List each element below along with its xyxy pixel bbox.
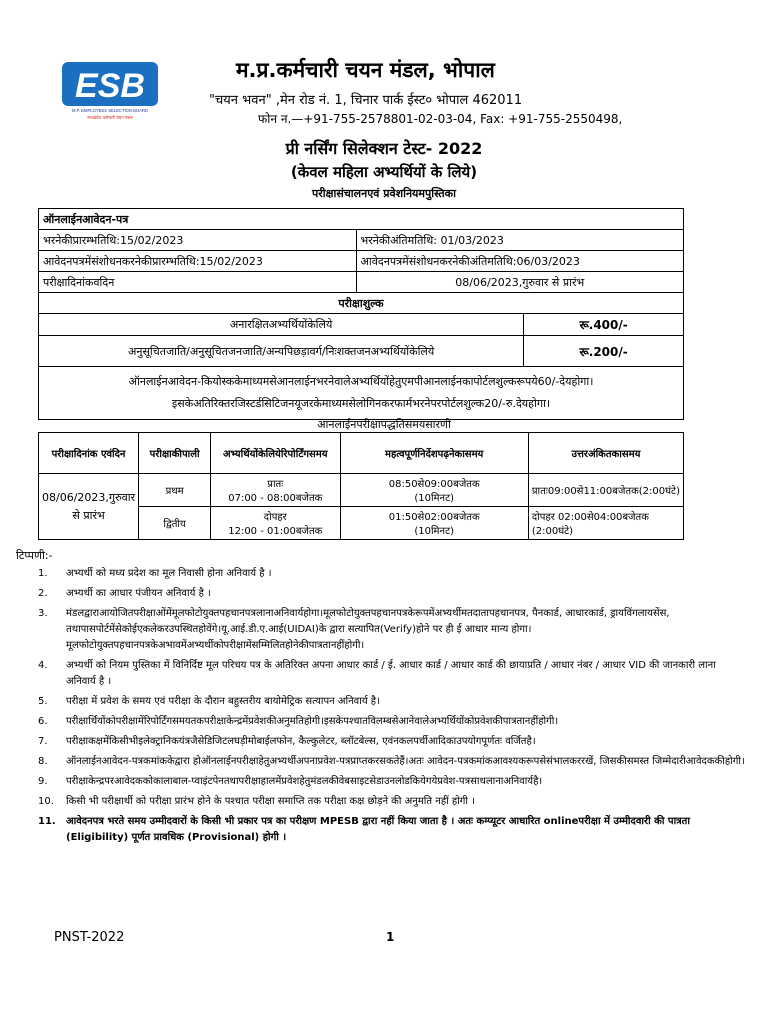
list-item [38, 754, 746, 770]
schedule-date: 08/06/2023,गुरुवार से प्रारंभ [39, 474, 139, 540]
note-number: 8. [38, 756, 48, 767]
reading-time [340, 474, 528, 507]
note-number: 9. [38, 776, 48, 787]
answer-time [528, 474, 683, 507]
notes-list [38, 566, 746, 850]
list-item [38, 694, 746, 710]
table-row [39, 336, 684, 367]
table-row [39, 293, 684, 314]
table-row [39, 474, 684, 507]
kiosk-portal-fee-note: ऑनलाईनआवेदन-कियोस्ककेमाध्यमसेआनलाईनभरनेवालेअभ्यर्थियोंहेतुएमपीआनलाईनकापोर्टलशुल्करूपये60/-देयहोगा।इसकेअतिरिक्तरजिस्टर्डसिटिजनयूजरकेमाध्यमसेलोगिनकरफार्मभरनेपरपोर्टलशुल्क20/-रु.देयहोगा। [39, 367, 684, 420]
list-item [38, 606, 746, 654]
shift-name: द्वितीय [139, 507, 211, 540]
list-item [38, 734, 746, 750]
note-text: आवेदनपत्र भरते समय उम्मीदवारों के किसी भी प्रकार पत्र का परीक्षण MPESB द्वारा नहीं किया जाता है । अतः कम्प्यूटर आधारित onlineपरीक्षा में उम्मीदवारी की पात्रता (Eligibility) पूर्णत प्रावधिक (Provisional) होगी । [66, 816, 690, 843]
reading-time-range: 08:50से09:00बजेतक [388, 479, 480, 490]
note-text: परीक्षाकक्षमेंकिसीभीइलेक्ट्रानिकयंत्रजैसेडिजिटलघड़ीमोबाईलफोन, कैल्कुलेटर, ब्लॉटबेल्स, एवंनकलपर्चीआदिकाउपयोगपूर्णतः वर्जितहै। [66, 736, 536, 747]
reporting-time [211, 507, 340, 540]
table-row [39, 230, 684, 251]
note-number: 5. [38, 696, 48, 707]
organization-phone: फोन न.—+91-755-2578801-02-03-04, Fax: +91-755-2550498, [258, 112, 623, 126]
note-number: 3. [38, 608, 48, 619]
notes-heading: टिप्पणी:- [16, 549, 53, 562]
reporting-time-period: प्रातः [267, 479, 284, 490]
table-row [39, 251, 684, 272]
shift-name: प्रथम [139, 474, 211, 507]
note-number: 7. [38, 736, 48, 747]
note-text: अभ्यर्थी को नियम पुस्तिका में विनिर्दिष्ट मूल परिचय पत्र के अतिरिक्त अपना आधार कार्ड / ई. आधार कार्ड / आधार कार्ड की छायाप्रति / आधार नंबर / आधार VID की जानकारी लाना अनिवार्य है । [66, 660, 716, 687]
fill-start-date: भरनेकीप्रारम्भतिथि:15/02/2023 [39, 230, 357, 251]
exam-date-label: परीक्षादिनांकवदिन [39, 272, 357, 293]
note-number: 4. [38, 660, 48, 671]
answer-time-range: दोपहर 02:00से04:00बजेतक [531, 512, 649, 523]
list-item [38, 566, 746, 582]
list-item [38, 658, 746, 690]
table-row [39, 209, 684, 230]
fee-reserved-value: रू.200/- [524, 336, 684, 367]
esb-logo-graphic [62, 60, 158, 124]
schedule-table [38, 432, 684, 540]
women-only-subtitle: (केवल महिला अभ्यर्थियों के लिये) [290, 163, 478, 181]
reporting-time [211, 474, 340, 507]
note-text: अभ्यर्थी का आधार पंजीयन अनिवार्य है । [66, 588, 211, 599]
reading-time-duration: (10मिनट) [414, 493, 455, 504]
note-text: ऑनलाईनआवेदन-पत्रकमांककेद्वारा होऑनलाईनपरीक्षाहेतुअभ्यर्थीअपनाप्रवेश-पत्रप्राप्तकरसकतेहैं।अतः आवेदन-पत्रकमांकआवश्यकरूपसेसंभालकररखें, जिसकीसमस्त जिम्मेदारीआवेदककीहोगी। [66, 756, 745, 767]
logo-subtitle-hi: मध्यप्रदेश कर्मचारी चयन मंडल [87, 115, 133, 120]
col-header-date: परीक्षादिनांक एवंदिन [39, 433, 139, 474]
note-number: 10. [38, 796, 54, 807]
logo-subtitle-en: M.P. EMPLOYEES SELECTION BOARD [71, 108, 149, 113]
list-item [38, 794, 746, 810]
reading-time-duration: (10मिनट) [414, 526, 455, 537]
answer-time [528, 507, 683, 540]
col-header-answer: उत्तरअंकितकासमय [528, 433, 683, 474]
list-item [38, 586, 746, 602]
table-header-row [39, 433, 684, 474]
organization-address: "चयन भवन" ,मेन रोड नं. 1, चिनार पार्क ईस्ट० भोपाल 462011 [209, 93, 523, 108]
note-text: अभ्यर्थी को मध्य प्रदेश का मूल निवासी होना अनिवार्य है । [66, 568, 272, 579]
note-number: 11. [38, 816, 56, 827]
fee-general-value: रू.400/- [524, 314, 684, 336]
note-text: परीक्षाकेन्द्रपरआवेदककोकालाबाल-प्वाइंटपेनतथापरीक्षाहालमेंप्रवेशहेतुमंडलकीवेबसाइटसेडाउनलोडकियेगयेप्रवेश-पत्रसाथलानाअनिवार्यहै। [66, 776, 543, 787]
note-text: परीक्षा में प्रवेश के समय एवं परीक्षा के दौरान बहुस्तरीय बायोमेट्रिक सत्यापन अनिवार्य है। [66, 696, 380, 707]
reporting-time-range: 07:00 - 08:00बजेतक [228, 493, 323, 504]
fill-last-date: भरनेकीअंतिमतिथि: 01/03/2023 [356, 230, 683, 251]
booklet-title: परीक्षासंचालनएवं प्रवेशनियमपुस्तिका [312, 187, 456, 200]
reading-time [340, 507, 528, 540]
edit-last-date: आवेदनपत्रमेंसंशोधनकरनेकीअंतिमतिथि:06/03/2023 [356, 251, 683, 272]
list-item [38, 714, 746, 730]
note-number: 1. [38, 568, 48, 579]
note-text: मंडलद्वाराआयोजितपरीक्षाओंमेंमूलफोटोयुक्तपहचानपत्रलानाअनिवार्यहोगा।मूलफोटोयुक्तपहचानपत्रकेरूपमेंअभ्यर्थीमतदातापहचानपत्र, पैनकार्ड, आधारकार्ड, ड्रायविंगलायसेंस, तथापासपोर्टमेंसेकोईएकलेकरउपस्थितहोवेंगे।यू.आई.डी.ए.आई(UIDAI)के द्वारा सत्यापित(Verify)होने पर ही ई आधार मान्य होगा।मूलफोटोयुक्तपहचानपत्रकेअभावमेंअभ्यर्थीकोपरीक्षामेंसम्मिलितहोनेकीपात्रतानहींहोगी। [66, 608, 670, 651]
reading-time-range: 01:50से02:00बजेतक [388, 512, 480, 523]
reporting-time-period: दोपहर [263, 512, 287, 523]
edit-start-date: आवेदनपत्रमेंसंशोधनकरनेकीप्रारम्भतिथि:15/02/2023 [39, 251, 357, 272]
esb-logo [62, 60, 158, 124]
table-row [39, 314, 684, 336]
list-item [38, 814, 746, 846]
organization-title: म.प्र.कर्मचारी चयन मंडल, भोपाल [236, 58, 495, 82]
note-number: 2. [38, 588, 48, 599]
fee-general-label: अनारक्षितअभ्यर्थियोंकेलिये [39, 314, 524, 336]
fee-reserved-label: अनुसूचितजाति/अनुसूचितजनजाति/अन्यपिछड़ावर्ग/निःशक्तजनअभ्यर्थियोंकेलिये [39, 336, 524, 367]
answer-time-duration: (2:00घंटे) [531, 526, 574, 537]
col-header-reporting: अभ्यर्थियोंकेलियेरिपोर्टिंगसमय [211, 433, 340, 474]
schedule-title: आनलाईनपरीक्षापद्धतिसमयसारणी [317, 418, 451, 431]
logo-text: ESB [75, 67, 145, 105]
list-item [38, 774, 746, 790]
application-form-title: ऑनलाईनआवेदन-पत्र [39, 209, 684, 230]
col-header-reading: महत्वपूर्णनिर्देशपढ़नेकासमय [340, 433, 528, 474]
note-text: किसी भी परीक्षार्थी को परीक्षा प्रारंभ होने के पश्चात परीक्षा समाप्ति तक परीक्षा कक्ष छोड़ने की अनुमति नहीं होगी । [66, 796, 475, 807]
test-title: प्री नर्सिंग सिलेक्शन टेस्ट- 2022 [285, 139, 483, 158]
note-text: परीक्षार्थियोंकोपरीक्षामेंरिपोर्टिंगसमयतकपरीक्षाकेन्द्रमेंप्रवेशकीअनुमतिहोगी।इसकेपश्चातविलम्बसेआनेवालेअभ्यर्थियोंकोप्रवेशकीपात्रतानहींहोगी। [66, 716, 559, 727]
table-row [39, 272, 684, 293]
application-info-table [38, 208, 684, 420]
answer-time-range: प्रातः09:00से11:00बजेतक(2:00घंटे) [531, 486, 680, 497]
page-number: 1 [386, 930, 395, 944]
note-number: 6. [38, 716, 48, 727]
reporting-time-range: 12:00 - 01:00बजेतक [228, 526, 323, 537]
exam-fee-heading: परीक्षाशुल्क [39, 293, 684, 314]
exam-date-value: 08/06/2023,गुरुवार से प्रारंभ [356, 272, 683, 293]
table-row [39, 367, 684, 420]
col-header-shift: परीक्षाकीपाली [139, 433, 211, 474]
document-code: PNST-2022 [54, 930, 125, 945]
